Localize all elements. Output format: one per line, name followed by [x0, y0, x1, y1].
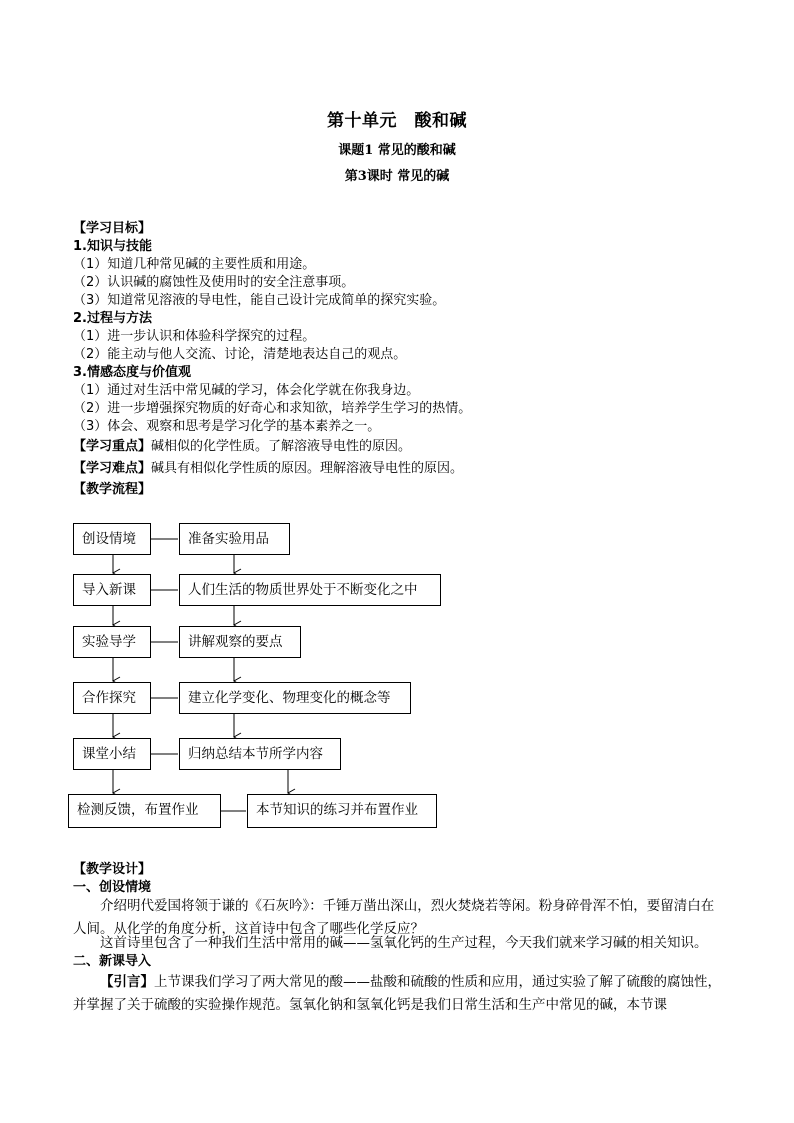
objective-item: （3）体会、观察和思考是学习化学的基本素养之一。: [73, 419, 381, 434]
objective-item: （2）认识碱的腐蚀性及使用时的安全注意事项。: [73, 275, 355, 290]
objective-item: （2）进一步增强探究物质的好奇心和求知欲，培养学生学习的热情。: [73, 401, 472, 416]
intro-paragraph: [73, 971, 725, 1017]
flow-step-experiment: 实验导学: [73, 626, 151, 658]
flow-step-cooperate: 合作探究: [73, 682, 151, 714]
flow-step-exercise: 本节知识的练习并布置作业: [247, 794, 437, 828]
unit-title: 第十单元 酸和碱: [327, 111, 467, 131]
intro-label: 【引言】: [100, 974, 154, 990]
flow-step-feedback: 检测反馈，布置作业: [68, 794, 221, 828]
key-point-label: 【学习重点】: [73, 439, 152, 454]
objective-item: （1）进一步认识和体验科学探究的过程。: [73, 329, 316, 344]
objectives-heading: 【学习目标】: [73, 221, 152, 236]
flow-heading: 【教学流程】: [73, 482, 152, 497]
objective-item: （3）知道常见溶液的导电性，能自己设计完成简单的探究实验。: [73, 293, 446, 308]
flow-step-summary: 课堂小结: [73, 738, 151, 770]
topic-title: 课题1 常见的酸和碱: [338, 143, 456, 158]
flow-step-create-scene: 创设情境: [73, 523, 151, 555]
section-new-lesson-title: 二、新课导入: [73, 954, 152, 969]
difficulty-text: 碱具有相似化学性质的原因。理解溶液导电性的原因。: [151, 461, 464, 476]
key-point-text: 碱相似的化学性质。了解溶液导电性的原因。: [151, 439, 412, 454]
lime-paragraph: 这首诗里包含了一种我们生活中常用的碱——氢氧化钙的生产过程，今天我们就来学习碱的相关知识。: [100, 935, 708, 951]
flow-step-concepts: 建立化学变化、物理变化的概念等: [179, 682, 411, 714]
flow-step-observe: 讲解观察的要点: [179, 626, 301, 658]
lesson-title: 第3课时 常见的碱: [344, 169, 450, 184]
flow-step-prepare: 准备实验用品: [179, 523, 290, 555]
design-heading: 【教学设计】: [73, 862, 152, 877]
objective-item: （1）通过对生活中常见碱的学习，体会化学就在你我身边。: [73, 383, 420, 398]
section-title-attitude: 3.情感态度与价值观: [73, 365, 191, 380]
flow-step-review: 归纳总结本节所学内容: [179, 738, 341, 770]
flow-step-world-change: 人们生活的物质世界处于不断变化之中: [179, 574, 441, 606]
section-create-scene-title: 一、创设情境: [73, 880, 152, 895]
objective-item: （1）知道几种常见碱的主要性质和用途。: [73, 257, 316, 272]
section-title-knowledge: 1.知识与技能: [73, 239, 152, 254]
difficulty-label: 【学习难点】: [73, 461, 152, 476]
objective-item: （2）能主动与他人交流、讨论，清楚地表达自己的观点。: [73, 347, 407, 362]
intro-text: 上节课我们学习了两大常见的酸——盐酸和硫酸的性质和应用，通过实验了解了硫酸的腐蚀性，并掌握了关于硫酸的实验操作规范。氢氧化钠和氢氧化钙是我们日常生活和生产中常见的碱，本节课: [73, 974, 721, 1013]
poem-paragraph: 介绍明代爱国将领于谦的《石灰吟》：千锤万凿出深山，烈火焚烧若等闲。粉身碎骨浑不怕，要留清白在人间。从化学的角度分析，这首诗中包含了哪些化学反应？: [73, 898, 715, 937]
flow-step-intro: 导入新课: [73, 574, 151, 606]
section-title-process: 2.过程与方法: [73, 311, 152, 326]
